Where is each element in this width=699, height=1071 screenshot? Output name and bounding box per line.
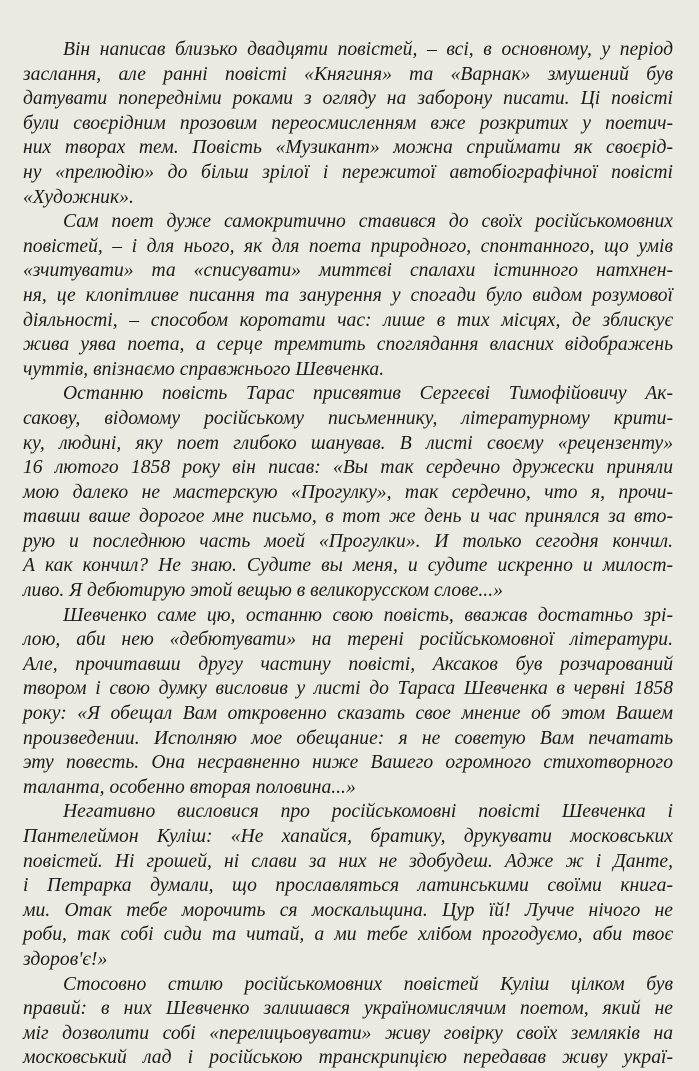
text-line: Але, прочитавши другу частину повісті, Аксаков був розчарований	[23, 653, 673, 675]
text-line: Негативно висловися про російськомовні повісті Шевченка і	[63, 801, 673, 823]
text-line: правий: в них Шевченко залишався україномислячим поетом, який не	[23, 998, 673, 1020]
text-line: діяльності, – способом коротати час: лише в тих місцях, де зблискує	[23, 309, 673, 331]
text-line: Стосовно стилю російськомовних повістей Куліш цілком був	[63, 973, 673, 995]
text-line: датувати попередніми роками з огляду на заборону писати. Ці повісті	[23, 88, 673, 110]
text-line: Він написав близько двадцяти повістей, – всі, в основному, у період	[63, 39, 673, 60]
text-line: і Петрарка думали, що прославляться латинськими своїми книга-	[23, 875, 673, 897]
text-line: повістей, – і для нього, як для поета природного, спонтанного, що умів	[23, 235, 673, 257]
text-line: роби, так собі сиди та читай, а ми тебе хлібом прогодуємо, аби твоє	[23, 924, 673, 946]
text-line: жива уява поета, а серце тремтить споглядання власних відображень	[23, 334, 673, 356]
text-line: Шевченко саме цю, останню свою повість, вважав достатньо зрі-	[63, 604, 673, 626]
paragraph-2	[23, 210, 673, 382]
text-line: сакову, відомому російському письменнику, літературному крити-	[23, 407, 673, 429]
text-line: ливо. Я дебютирую этой вещью в великорусском слове...»	[23, 580, 503, 602]
paragraph-4	[23, 604, 673, 801]
text-line: повістей. Ні грошей, ні слави за них не здобудеш. Адже ж і Данте,	[23, 850, 673, 872]
text-line: заслання, але ранні повісті «Княгиня» та «Варнак» змушений був	[23, 63, 673, 85]
text-line: Пантелеймон Куліш: «Не хапайся, братику, друкувати московських	[23, 826, 673, 847]
paragraph-1	[23, 38, 673, 210]
text-line: рую и последнюю часть моей «Прогулки». И только сегодня кончил.	[23, 530, 673, 552]
text-line: «Художник».	[23, 186, 134, 208]
text-line: здоров'є!»	[23, 948, 108, 970]
text-line: Сам поет дуже самокритично ставився до своїх російськомовних	[63, 211, 673, 233]
text-line: таланта, особенно вторая половина...»	[23, 776, 356, 798]
paragraph-6	[23, 973, 673, 1071]
text-line: ня, це клопітливе писання та занурення у спогади було видом розумової	[23, 284, 673, 306]
text-line: А как кончил? Не знаю. Судите вы меня, и судите искренно и милост-	[23, 555, 673, 577]
text-line: були своєрідним прозовим переосмисленням вже розкритих у поетич-	[23, 112, 673, 134]
text-line: эту повесть. Она несравненно ниже Вашего огромного стихотворного	[23, 752, 673, 774]
text-line: ми. Отак тебе морочить ся москальщина. Цур їй! Лучче нічого не	[23, 899, 673, 921]
text-line: ку, людині, яку поет глибоко шанував. В листі своєму «рецензенту»	[23, 432, 673, 454]
text-line: ну «прелюдію» до більш зрілої і пережитої автобіографічної повісті	[23, 161, 673, 183]
text-line: произведении. Исполняю мое обещание: я не советую Вам печатать	[23, 727, 673, 749]
paragraph-3	[23, 382, 673, 603]
text-line: «зчитувати» та «списувати» миттєві спалахи істинного натхнен-	[23, 260, 673, 282]
text-line: московський лад і російською транскрипцією передавав живу украї-	[23, 1047, 673, 1069]
page-text	[23, 38, 673, 1071]
text-line: міг дозволити собі «перелицьовувати» живу говірку своїх земляків на	[23, 1022, 673, 1044]
text-line: 16 лютого 1858 року він писав: «Вы так сердечно дружески приняли	[23, 457, 673, 479]
text-line: мою далеко не мастерскую «Прогулку», так сердечно, что я, прочи-	[23, 481, 673, 503]
text-line: твором і свою думку висловив у листі до Тараса Шевченка в червні 1858	[23, 678, 673, 700]
text-line: чуттів, впізнаємо справжнього Шевченка.	[23, 358, 385, 380]
paragraph-5	[23, 800, 673, 972]
text-line: року: «Я обещал Вам откровенно сказать свое мнение об этом Вашем	[23, 703, 673, 725]
text-line: Останню повість Тарас присвятив Сергеєві Тимофійовичу Ак-	[63, 383, 673, 405]
text-line: тавши ваше дорогое мне письмо, в тот же день и час принялся за вто-	[23, 506, 673, 528]
text-line: лою, аби нею «дебютувати» на терені російськомовної літератури.	[23, 629, 673, 651]
text-line: них творах тем. Повість «Музикант» можна сприймати як своєрід-	[23, 137, 673, 159]
